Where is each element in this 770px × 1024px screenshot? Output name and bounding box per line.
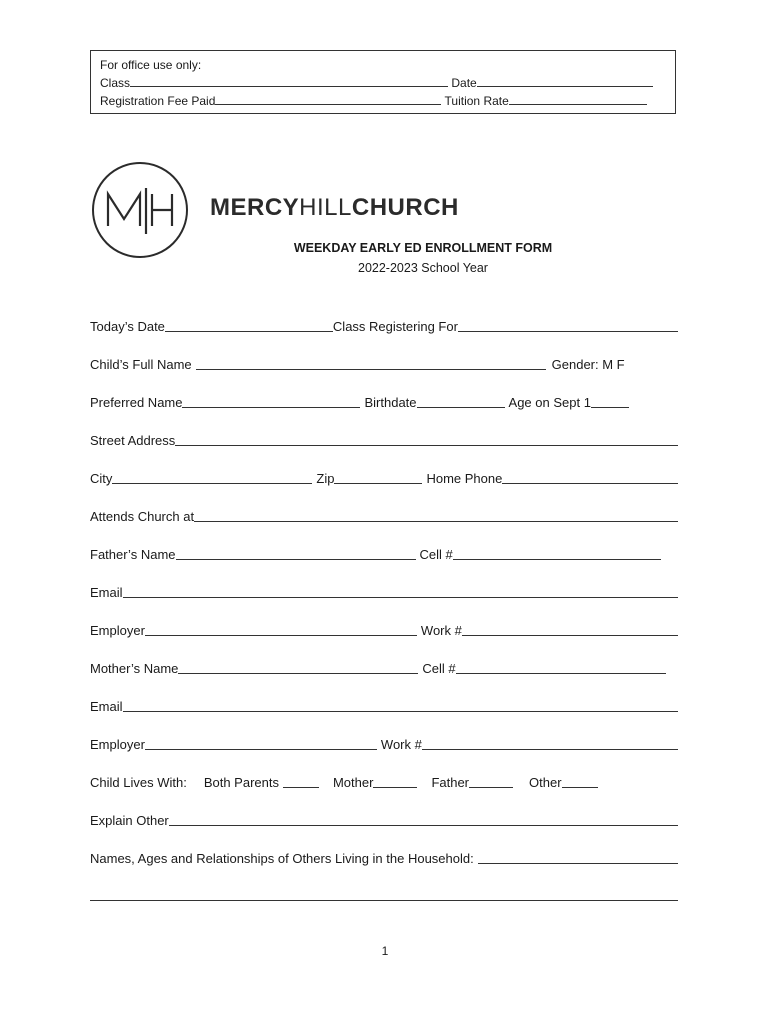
father-cell-label: Cell # (419, 547, 453, 562)
father-employer-label: Employer (90, 623, 145, 638)
birthdate-label: Birthdate (364, 395, 417, 410)
both-parents-label: Both Parents (203, 775, 279, 790)
birthdate-line[interactable] (417, 393, 505, 408)
city-label: City (90, 471, 113, 486)
zip-label: Zip (316, 471, 335, 486)
mother-name-line[interactable] (178, 659, 418, 674)
explain-other-line[interactable] (169, 811, 678, 826)
gender-label[interactable]: Gender: M F (551, 357, 625, 372)
mother-cell-line[interactable] (456, 659, 666, 674)
row-mother (90, 658, 678, 676)
father-option-line[interactable] (469, 773, 513, 788)
mother-email-line[interactable] (123, 697, 678, 712)
preferred-name-line[interactable] (182, 393, 360, 408)
mother-name-label: Mother’s Name (90, 661, 179, 676)
church-label: Attends Church at (90, 509, 195, 524)
explain-other-label: Explain Other (90, 813, 169, 828)
home-phone-label: Home Phone (426, 471, 503, 486)
mother-option-label: Mother (332, 775, 374, 790)
row-church (90, 506, 678, 524)
household-line-2[interactable] (90, 900, 678, 901)
child-name-line[interactable] (196, 355, 546, 370)
father-work-label: Work # (420, 623, 462, 638)
father-work-line[interactable] (462, 621, 678, 636)
home-phone-line[interactable] (502, 469, 678, 484)
row-street (90, 430, 678, 448)
other-option-line[interactable] (562, 773, 598, 788)
mother-cell-label: Cell # (422, 661, 456, 676)
household-label: Names, Ages and Relationships of Others Living in the Household: (90, 851, 474, 866)
other-option-label: Other (529, 775, 562, 790)
row-date-class (90, 316, 678, 334)
both-parents-line[interactable] (283, 773, 319, 788)
row-child-name (90, 354, 678, 372)
tuition-label: Tuition Rate (444, 94, 509, 108)
brand-mercy: MERCY (210, 194, 300, 221)
household-line[interactable] (478, 849, 678, 864)
form-title: WEEKDAY EARLY ED ENROLLMENT FORM (293, 241, 553, 255)
todays-date-label: Today’s Date (90, 319, 165, 334)
mother-employer-label: Employer (90, 737, 145, 752)
father-name-line[interactable] (176, 545, 416, 560)
date-input-line[interactable] (477, 74, 653, 87)
row-lives-with (90, 772, 678, 790)
age-line[interactable] (591, 393, 629, 408)
brand-church: CHURCH (351, 194, 459, 221)
mother-employer-line[interactable] (145, 735, 377, 750)
child-name-label: Child’s Full Name (90, 357, 192, 372)
zip-line[interactable] (334, 469, 422, 484)
fee-input-line[interactable] (215, 92, 441, 105)
row-explain-other (90, 810, 678, 828)
street-label: Street Address (90, 433, 176, 448)
row-father (90, 544, 678, 562)
lives-with-label: Child Lives With: (90, 775, 187, 790)
row-father-email (90, 582, 678, 600)
church-brand-name (210, 194, 459, 222)
father-option-label: Father (431, 775, 470, 790)
tuition-input-line[interactable] (509, 92, 647, 105)
class-registering-label: Class Registering For (332, 319, 458, 334)
brand-hill: HILL (299, 194, 352, 221)
age-label: Age on Sept 1 (508, 395, 591, 410)
date-label: Date (451, 76, 477, 90)
row-household (90, 848, 678, 866)
page-number: 1 (381, 944, 389, 958)
father-employer-line[interactable] (145, 621, 417, 636)
office-title: For office use only: (100, 58, 202, 72)
church-line[interactable] (194, 507, 678, 522)
mother-work-label: Work # (380, 737, 422, 752)
father-email-label: Email (90, 585, 123, 600)
office-use-box (90, 50, 676, 114)
class-label: Class (100, 76, 131, 90)
preferred-name-label: Preferred Name (90, 395, 183, 410)
form-subtitle: 2022-2023 School Year (358, 261, 488, 275)
mother-option-line[interactable] (373, 773, 417, 788)
todays-date-line[interactable] (165, 317, 333, 332)
row-preferred (90, 392, 678, 410)
row-father-employer (90, 620, 678, 638)
row-mother-email (90, 696, 678, 714)
father-name-label: Father’s Name (90, 547, 176, 562)
class-input-line[interactable] (130, 74, 448, 87)
street-line[interactable] (175, 431, 678, 446)
fee-label: Registration Fee Paid (100, 94, 216, 108)
row-city (90, 468, 678, 486)
mother-email-label: Email (90, 699, 123, 714)
row-mother-employer (90, 734, 678, 752)
city-line[interactable] (112, 469, 312, 484)
mother-work-line[interactable] (422, 735, 678, 750)
father-email-line[interactable] (123, 583, 678, 598)
father-cell-line[interactable] (453, 545, 661, 560)
class-registering-line[interactable] (458, 317, 678, 332)
